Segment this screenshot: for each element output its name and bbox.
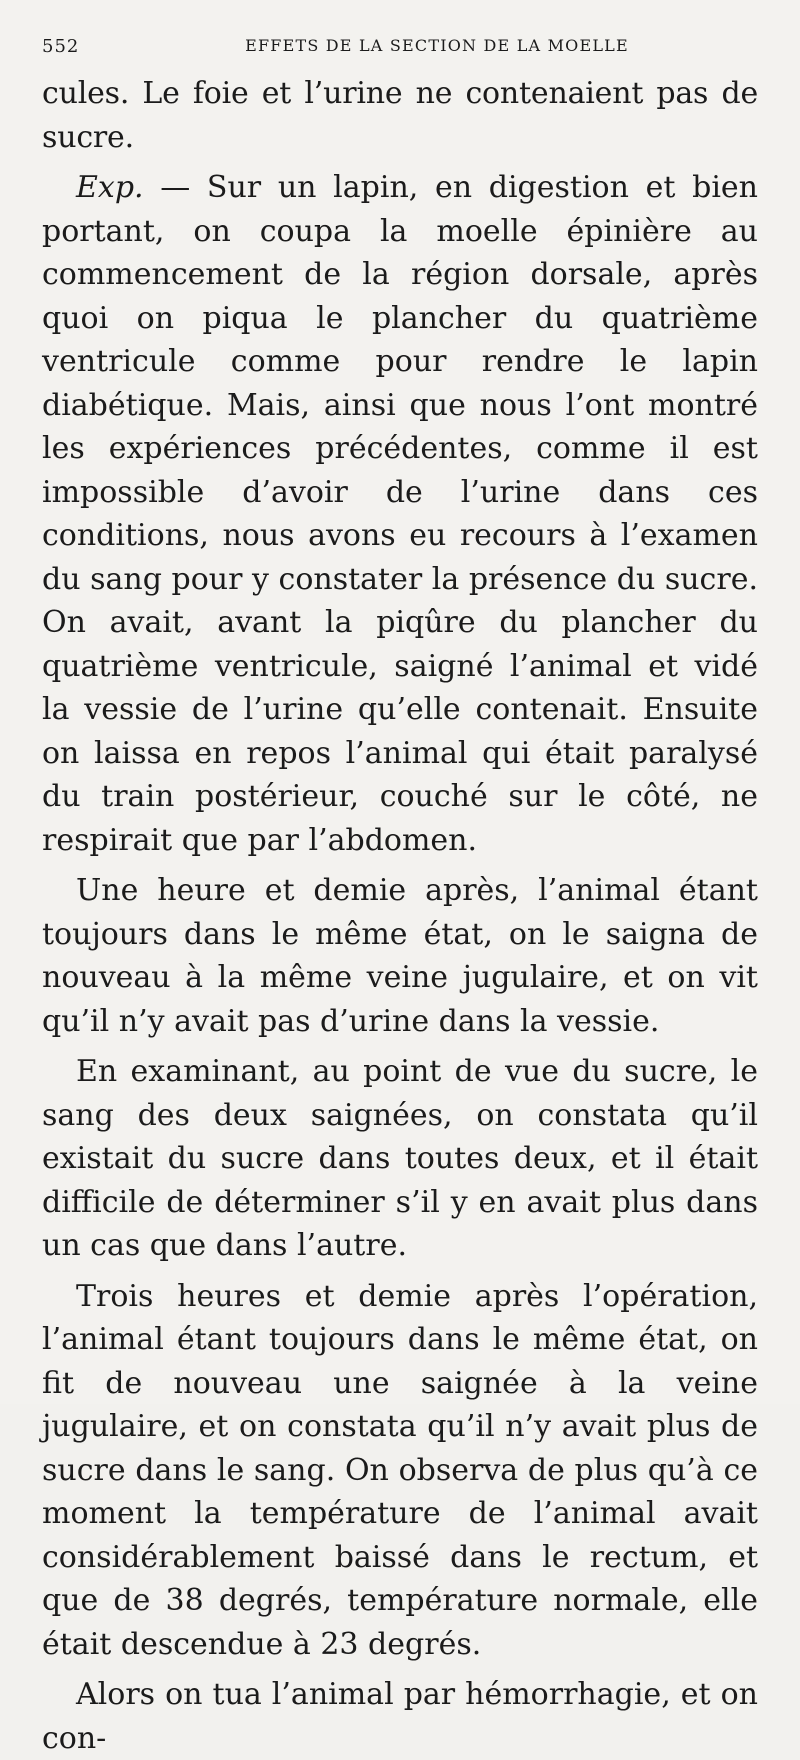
page-header: [42, 36, 758, 64]
paragraph-examination: [42, 1050, 758, 1268]
paragraph-text: Alors on tua l’animal par hémorrhagie, et on con-: [42, 1677, 758, 1756]
body-text: [42, 72, 758, 1756]
paragraph-text: — Sur un lapin, en digestion et bien portant, on coupa la moelle épinière au commencement de la région dorsale, après quoi on piqua le plancher du quatrième ventricule comme pour rendre le lapin diabétique. Mais, ainsi que nous l’ont montré les expériences précédentes, comme il est impossible d’avoir de l’urine dans ces conditions, nous avons eu recours à l’examen du sang pour y constater la présence du sucre. On avait, avant la piqûre du plancher du quatrième ventricule, saigné l’animal et vidé la vessie de l’urine qu’elle contenait. Ensuite on laissa en repos l’animal qui était paralysé du train postérieur, couché sur le côté, ne respirait que par l’abdomen.: [42, 170, 758, 858]
running-title: EFFETS DE LA SECTION DE LA MOELLE: [245, 36, 629, 55]
paragraph-experiment: [42, 166, 758, 862]
paragraph-text: cules. Le foie et l’urine ne contenaient pas de sucre.: [42, 76, 758, 155]
paragraph-text: En examinant, au point de vue du sucre, le sang des deux saignées, on constata qu’il existait du sucre dans toutes deux, et il était difficile de déterminer s’il y en avait plus dans un cas que dans l’autre.: [42, 1054, 758, 1263]
paragraph-one-hour: [42, 869, 758, 1043]
paragraph-three-hours: [42, 1275, 758, 1667]
paragraph-text: Une heure et demie après, l’animal étant toujours dans le même état, on le saigna de nouveau à la même veine jugulaire, et on vit qu’il n’y avait pas d’urine dans la vessie.: [42, 873, 758, 1039]
paragraph-continuation: [42, 72, 758, 159]
paragraph-text: Trois heures et demie après l’opération, l’animal étant toujours dans le même état, on fit de nouveau une saignée à la veine jugulaire, et on constata qu’il n’y avait plus de sucre dans le sang. On observa de plus qu’à ce moment la température de l’animal avait considérablement baissé dans le rectum, et que de 38 degrés, température normale, elle était descendue à 23 degrés.: [42, 1278, 758, 1662]
page-number: 552: [42, 36, 80, 57]
paragraph-conclusion: [42, 1673, 758, 1760]
experiment-label: Exp.: [76, 170, 144, 205]
